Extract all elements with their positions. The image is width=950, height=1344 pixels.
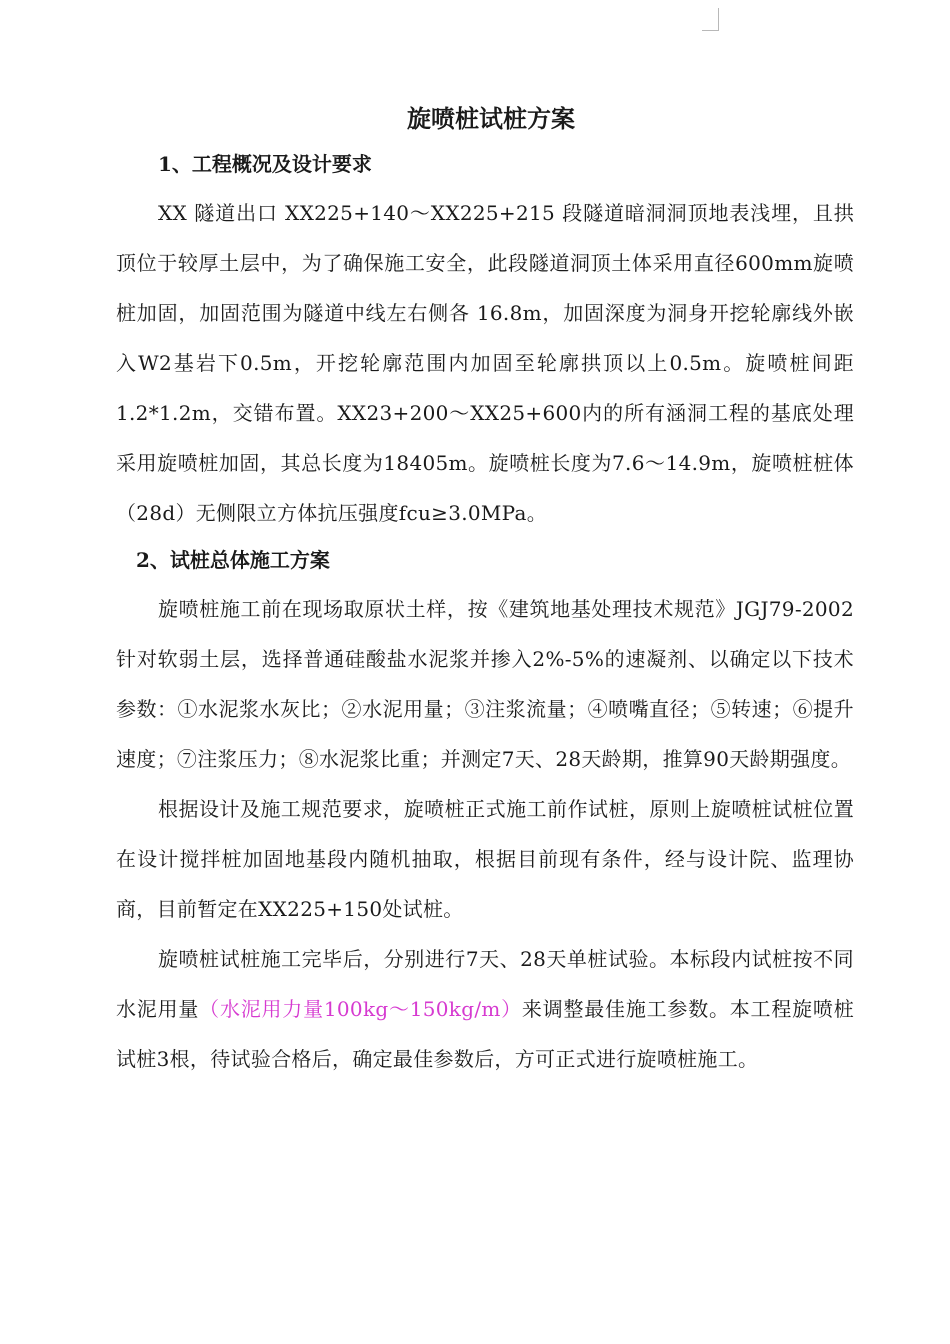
- section-2-paragraph-2: 根据设计及施工规范要求，旋喷桩正式施工前作试桩，原则上旋喷桩试桩位置在设计搅拌桩加固地基段内随机抽取，根据目前现有条件，经与设计院、监理协商，目前暂定在XX225+150处试桩。: [116, 797, 854, 921]
- paragraph-3-highlight: （水泥用力量100kg～150kg/m）: [199, 997, 522, 1021]
- section-1-paragraph: XX 隧道出口 XX225+140～XX225+215 段隧道暗洞洞顶地表浅埋，且拱顶位于较厚土层中，为了确保施工安全，此段隧道洞顶土体采用直径600mm旋喷桩加固，加固范围为隧道中线左右侧各 16.8m，加固深度为洞身开挖轮廓线外嵌入W2基岩下0.5m，开挖轮廓范围内加固至轮廓拱顶以上0.5m。旋喷桩间距1.2*1.2m，交错布置。XX23+200～XX25+600内的所有涵洞工程的基底处理采用旋喷桩加固，其总长度为18405m。旋喷桩长度为7.6～14.9m，旋喷桩桩体（28d）无侧限立方体抗压强度fcu≥3.0MPa。: [116, 201, 854, 525]
- section-2-heading: 2、试桩总体施工方案: [136, 548, 330, 572]
- paragraph-3-text-start: 旋喷桩试桩施工完毕后，分别进行7天、28天单桩试验。本标段内试桩按不同水泥用量: [116, 947, 854, 1021]
- document-body: [116, 96, 854, 1084]
- paragraph-3-text-end: 来调整最佳施工参数。本工程旋喷桩试桩3根，待试验合格后，确定最佳参数后，方可正式进行旋喷桩施工。: [116, 997, 854, 1071]
- section-1-heading: 1、工程概况及设计要求: [158, 152, 372, 176]
- document-title: 旋喷桩试桩方案: [407, 104, 575, 133]
- section-2-paragraph-1: 旋喷桩施工前在现场取原状土样，按《建筑地基处理技术规范》JGJ79-2002针对软弱土层，选择普通硅酸盐水泥浆并掺入2%-5%的速凝剂、以确定以下技术参数：①水泥浆水灰比；②水泥用量；③注浆流量；④喷嘴直径；⑤转速；⑥提升速度；⑦注浆压力；⑧水泥浆比重；并测定7天、28天龄期，推算90天龄期强度。: [116, 597, 854, 771]
- section-2-paragraph-3: [116, 934, 854, 1084]
- page-corner-mark: [702, 8, 719, 31]
